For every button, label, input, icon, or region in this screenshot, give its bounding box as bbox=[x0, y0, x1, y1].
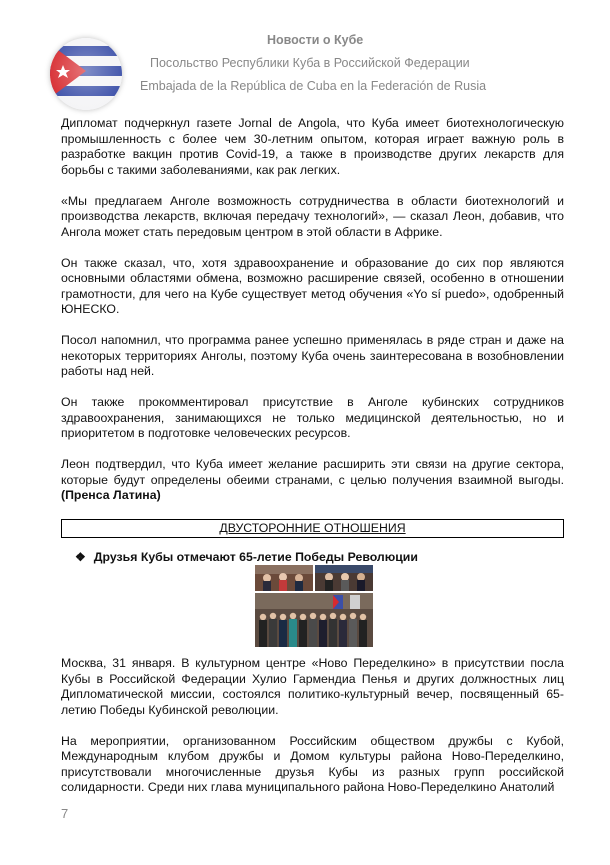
cuba-flag-emblem-icon bbox=[50, 38, 122, 110]
diamond-bullet-icon: ❖ bbox=[75, 550, 86, 564]
embassy-name-ru: Посольство Республики Куба в Российской Федерации bbox=[150, 56, 470, 70]
event-photo-collage bbox=[255, 565, 373, 647]
event-photo bbox=[255, 593, 373, 647]
article-paragraph: «Мы предлагаем Анголе возможность сотрудничества в области биотехнологий и производства лекарств, включая передачу технологий», — сказал Леон, добавив, что Ангола может стать передовым центром в этой области в Африке. bbox=[61, 193, 564, 239]
article-paragraph: На мероприятии, организованном Российским обществом дружбы с Кубой, Международным клубом дружбы и Домом культуры района Ново-Переделкино, присутствовали многочисленные друзья Кубы из разных групп российской солидарности. Среди них глава муниципального района Ново-Переделкино Анатолий bbox=[61, 733, 564, 794]
newsletter-title: Новости о Кубе bbox=[267, 33, 364, 47]
page-number: 7 bbox=[61, 806, 69, 821]
event-photo bbox=[315, 565, 373, 591]
embassy-name-es: Embajada de la República de Cuba en la Federación de Rusia bbox=[140, 79, 487, 93]
article-angola bbox=[61, 116, 564, 564]
event-photo bbox=[255, 565, 313, 591]
headline-text: Друзья Кубы отмечают 65-летие Победы Революции bbox=[93, 550, 418, 564]
section-title: ДВУСТОРОННИЕ ОТНОШЕНИЯ bbox=[61, 519, 564, 538]
article-paragraph-last bbox=[61, 457, 564, 504]
article-source: (Пренса Латина) bbox=[61, 488, 161, 502]
article-revolution-anniversary bbox=[61, 656, 564, 796]
page-header bbox=[0, 0, 610, 110]
article-headline bbox=[75, 550, 564, 564]
article-paragraph-text: Леон подтвердил, что Куба имеет желание расширить эти связи на другие сектора, которые будут определены обеими странами, с целью получения взаимной выгоды. bbox=[61, 457, 564, 487]
article-paragraph: Дипломат подчеркнул газете Jornal de Angola, что Куба имеет биотехнологическую промышленность с более чем 30-летним опытом, которая играет важную роль в разработке вакцин против Covid-19, а также в производстве других лекарств для борьбы с такими заболеваниями, как рак легких. bbox=[61, 116, 564, 177]
article-paragraph: Он также прокомментировал присутствие в Анголе кубинских сотрудников здравоохранения, занимающихся не только медицинской деятельностью, но и приоритетом в подготовке человеческих ресурсов. bbox=[61, 395, 564, 440]
article-paragraph: Он также сказал, что, хотя здравоохранение и образование до сих пор являются основными областями обмена, возможно расширение связей, особенно в отношении грамотности, для чего на Кубе существует метод обучения «Yo sí puedo», одобренный ЮНЕСКО. bbox=[61, 255, 564, 316]
article-paragraph: Москва, 31 января. В культурном центре «Ново Переделкино» в присутствии посла Кубы в Российской Федерации Хулио Гармендиа Пенья и других должностных лиц Дипломатической миссии, состоялся политико-культурный вечер, посвященный 65-летию Победы Кубинской революции. bbox=[61, 656, 564, 717]
article-paragraph: Посол напомнил, что программа ранее успешно применялась в ряде стран и даже на некоторых территориях Анголы, поэтому Куба очень заинтересована в возобновлении работы над ней. bbox=[61, 333, 564, 378]
